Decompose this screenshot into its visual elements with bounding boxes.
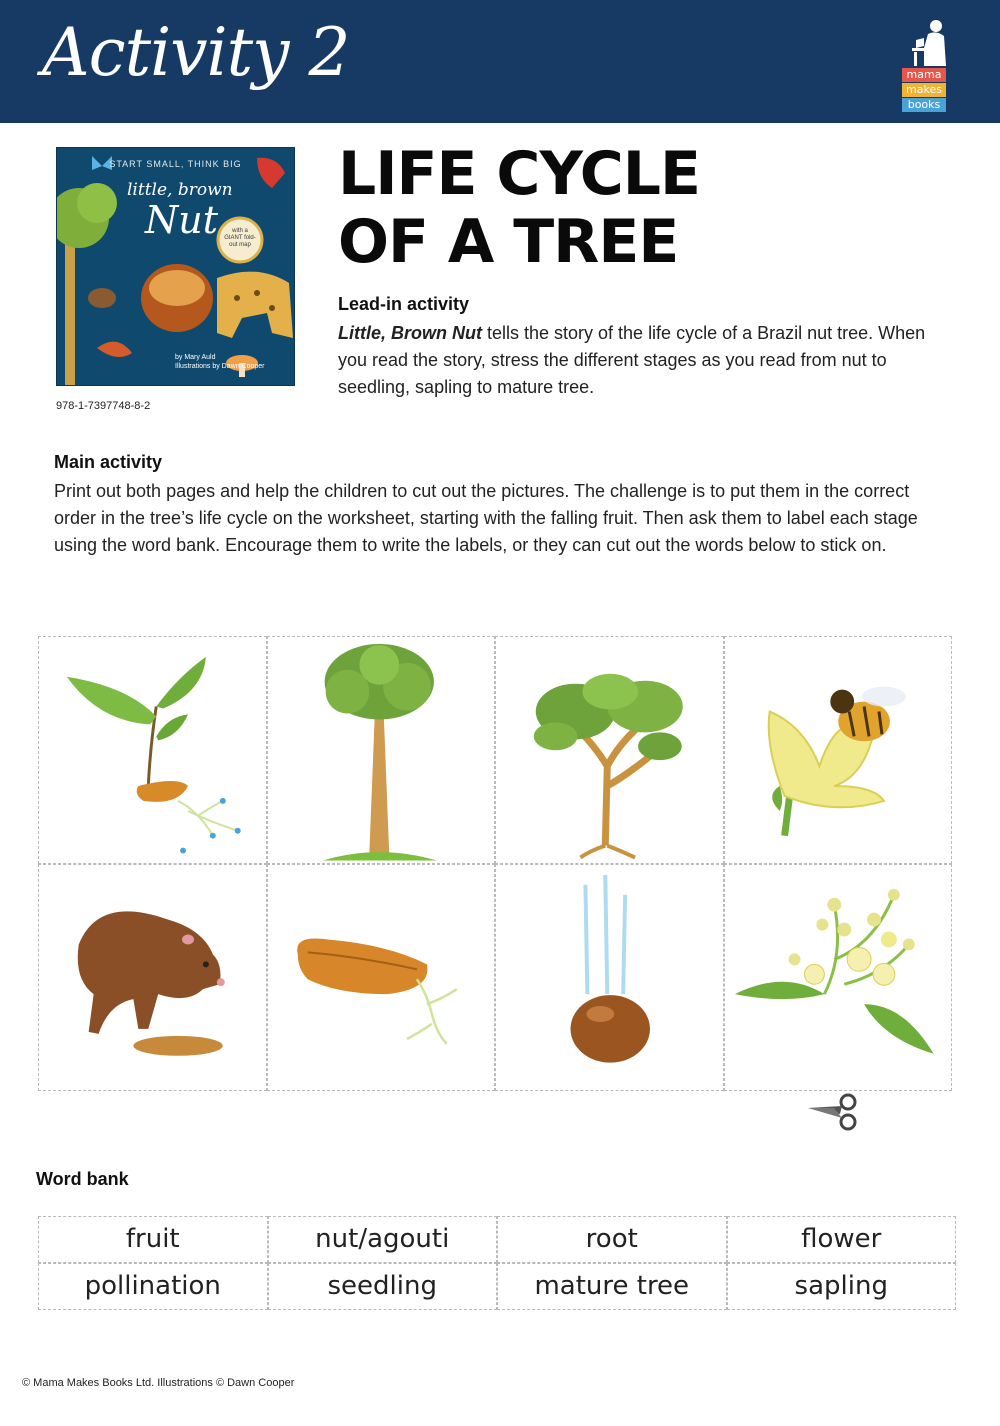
picture-card[interactable] (724, 636, 953, 864)
falling-fruit-icon (496, 865, 723, 1091)
book-cover (56, 147, 295, 386)
seedling-icon (39, 637, 266, 863)
word-card[interactable]: flower (727, 1216, 957, 1263)
scissors-icon (804, 1092, 864, 1132)
nut-root-icon (268, 865, 495, 1091)
word-card[interactable]: seedling (268, 1263, 498, 1310)
picture-card[interactable] (724, 864, 953, 1092)
sapling-icon (496, 637, 723, 863)
word-card[interactable]: sapling (727, 1263, 957, 1310)
activity-title: Activity 2 (42, 14, 350, 91)
header-banner (0, 0, 1000, 123)
cover-title-line1: little, brown (127, 180, 233, 200)
page-title (338, 140, 700, 276)
lead-in-heading: Lead-in activity (338, 294, 470, 314)
lead-in-book-name: Little, Brown Nut (338, 323, 482, 343)
logo-word-books: books (902, 98, 946, 112)
word-card[interactable]: fruit (38, 1216, 268, 1263)
isbn: 978-1-7397748-8-2 (56, 400, 151, 412)
word-card[interactable]: mature tree (497, 1263, 727, 1310)
cover-illustrator: Illustrations by Dawn Cooper (175, 363, 265, 370)
logo-word-mama: mama (902, 68, 946, 82)
picture-card[interactable] (267, 636, 496, 864)
mama-makes-books-logo (898, 18, 948, 114)
word-card[interactable]: nut/agouti (268, 1216, 498, 1263)
word-card[interactable]: root (497, 1216, 727, 1263)
main-activity-text: Print out both pages and help the children to cut out the pictures. The challenge is to put them in the correct order in the tree’s life cycle on the worksheet, starting with the falling fruit. Then ask them to label each stage using the word bank. Encourage them to write the labels, or they can cut out the words below to stick on. (54, 481, 918, 555)
word-bank-heading: Word bank (36, 1169, 129, 1189)
picture-card[interactable] (267, 864, 496, 1092)
lead-in-body: tells the story of the life cycle of a Brazil nut tree. When you read the story, stress the different stages as you read from nut to seedling, sapling to mature tree. (338, 323, 926, 397)
picture-card[interactable] (38, 864, 267, 1092)
cover-tagline: START SMALL, THINK BIG (109, 159, 242, 169)
cover-title-line2: Nut (145, 198, 218, 242)
agouti-icon (39, 865, 266, 1091)
cover-author: by Mary Auld (175, 354, 216, 361)
picture-card[interactable] (495, 864, 724, 1092)
word-card[interactable]: pollination (38, 1263, 268, 1310)
main-activity-heading: Main activity (54, 452, 163, 472)
picture-card[interactable] (38, 636, 267, 864)
page-title-line2: OF A TREE (338, 207, 679, 277)
cover-credits (175, 353, 265, 371)
bee-flower-icon (725, 637, 952, 863)
copyright-footer: © Mama Makes Books Ltd. Illustrations © Dawn Cooper (22, 1377, 295, 1389)
page-title-line1: LIFE CYCLE (338, 139, 701, 209)
mature-tree-icon (268, 637, 495, 863)
cover-badge-text: with a GIANT fold-out map (224, 228, 256, 248)
lead-in-text (338, 320, 938, 401)
logo-word-makes: makes (902, 83, 946, 97)
flower-icon (725, 865, 952, 1091)
reading-figure-icon (906, 18, 948, 68)
picture-card[interactable] (495, 636, 724, 864)
picture-cards-grid (38, 636, 952, 1091)
word-bank-grid (38, 1216, 956, 1310)
